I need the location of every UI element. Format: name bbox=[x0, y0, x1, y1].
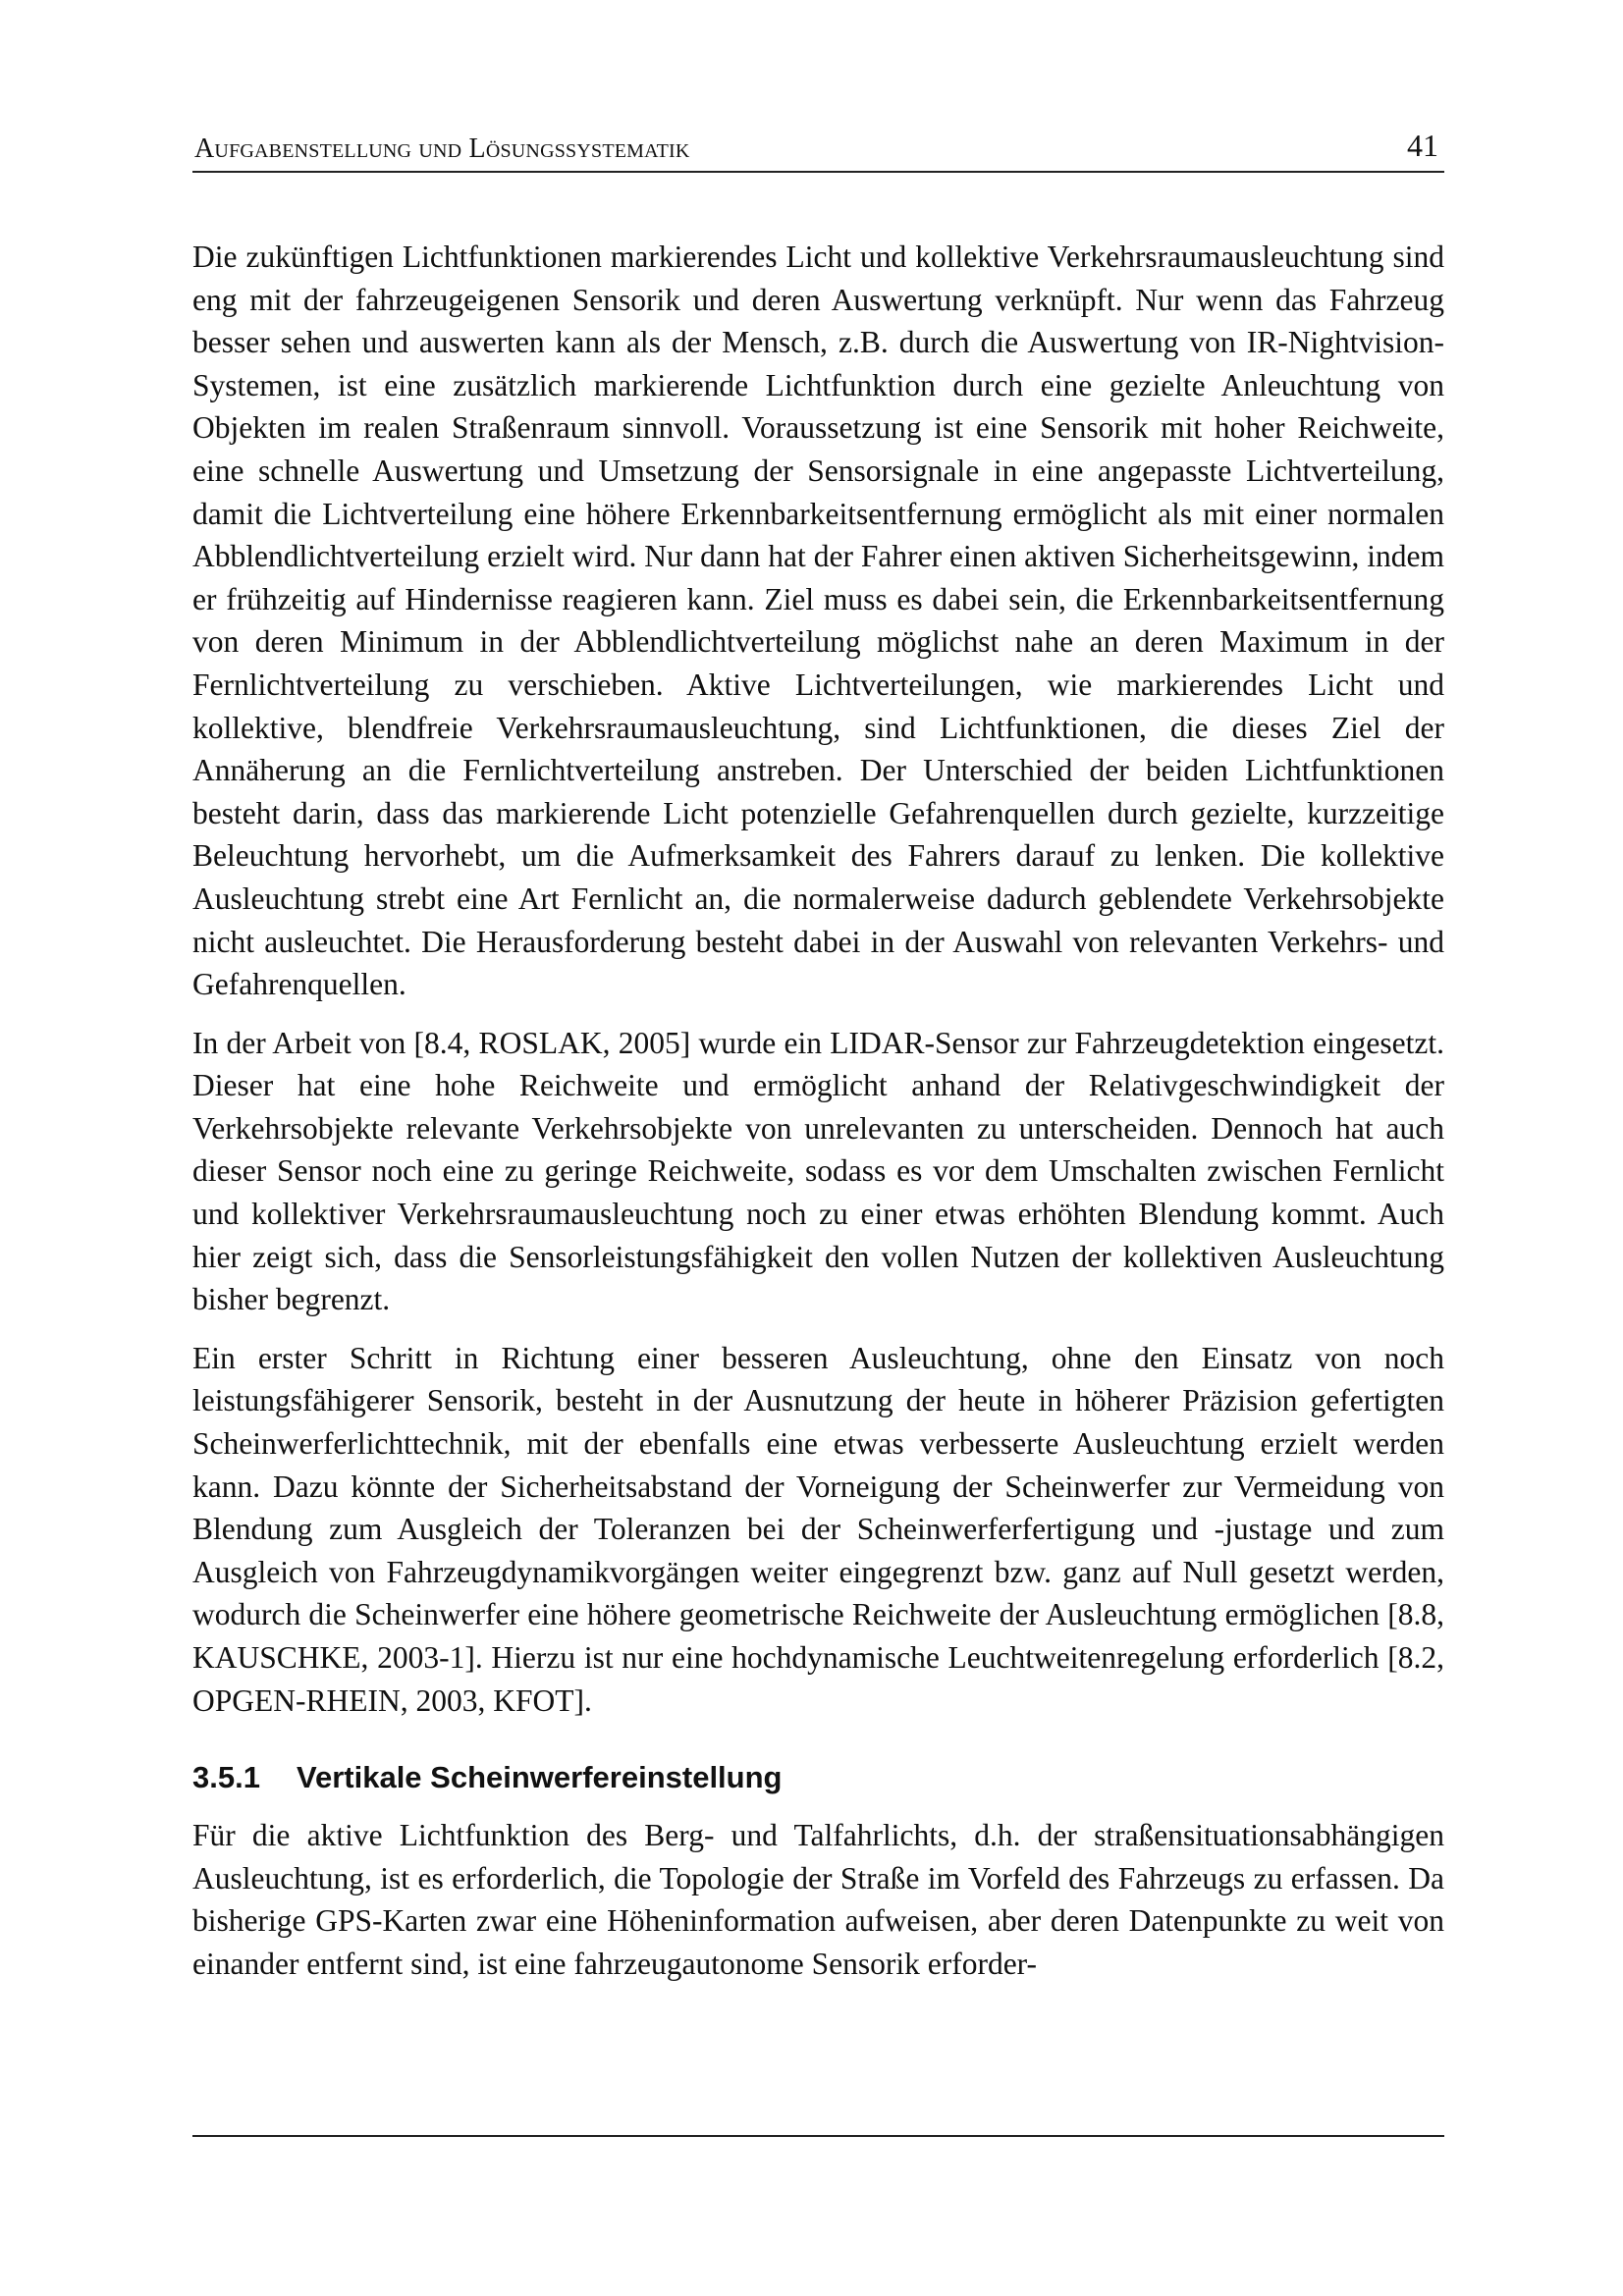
body-text bbox=[192, 236, 1444, 2002]
paragraph-scheinwerferlichttechnik: Ein erster Schritt in Richtung einer besseren Ausleuchtung, ohne den Einsatz von noch leistungsfähigerer Sensorik, besteht in der Ausnutzung der heute in höherer Präzision gefertigten Scheinwerferlichttechnik, mit der ebenfalls eine etwas verbesserte Ausleuchtung erzielt werden kann. Dazu könnte der Sicherheitsabstand der Vorneigung der Scheinwerfer zur Vermeidung von Blendung zum Ausgleich der Toleranzen bei der Scheinwerferfertigung und -justage und zum Ausgleich von Fahrzeugdynamikvorgängen weiter eingegrenzt bzw. ganz auf Null gesetzt werden, wodurch die Scheinwerfer eine höhere geometrische Reichweite der Ausleuchtung ermöglichen [8.8, KAUSCHKE, 2003-1]. Hierzu ist nur eine hochdynamische Leuchtweitenregelung erforderlich [8.2, OPGEN-RHEIN, 2003, KFOT]. bbox=[192, 1340, 1444, 1718]
section-heading bbox=[192, 1757, 1444, 1798]
page-number: 41 bbox=[1407, 128, 1438, 163]
footer-rule bbox=[192, 2135, 1444, 2137]
running-header-title: Aufgabenstellung und Lösungssystematik bbox=[194, 133, 690, 164]
section-title: Vertikale Scheinwerfereinstellung bbox=[297, 1760, 783, 1795]
paragraph-berg-und-talfahrlicht: Für die aktive Lichtfunktion des Berg- und Talfahrlichts, d.h. der straßensituationsabhängigen Ausleuchtung, ist es erforderlich, die Topologie der Straße im Vorfeld des Fahrzeugs zu erfassen. Da bisherige GPS-Karten zwar eine Höheninformation aufweisen, aber deren Datenpunkte zu weit von einander entfernt sind, ist eine fahrzeugautonome Sensorik erforder- bbox=[192, 1818, 1444, 1981]
running-header bbox=[192, 126, 1444, 173]
paragraph-lichtfunktionen: Die zukünftigen Lichtfunktionen markierendes Licht und kollektive Verkehrsraumausleuchtung sind eng mit der fahrzeugeigenen Sensorik und deren Auswertung verknüpft. Nur wenn das Fahrzeug besser sehen und auswerten kann als der Mensch, z.B. durch die Auswertung von IR-Nightvision-Systemen, ist eine zusätzlich markierende Lichtfunktion durch eine gezielte Anleuchtung von Objekten im realen Straßenraum sinnvoll. Voraussetzung ist eine Sensorik mit hoher Reichweite, eine schnelle Auswertung und Umsetzung der Sensorsignale in eine angepasste Lichtverteilung, damit die Lichtverteilung eine höhere Erkennbarkeitsentfernung ermöglicht als mit einer normalen Abblendlichtverteilung erzielt wird. Nur dann hat der Fahrer einen aktiven Sicherheitsgewinn, indem er frühzeitig auf Hindernisse reagieren kann. Ziel muss es dabei sein, die Erkennbarkeitsentfernung von deren Minimum in der Abblendlichtverteilung möglichst nahe an deren Maximum in der Fernlichtverteilung zu verschieben. Aktive Lichtverteilungen, wie markierendes Licht und kollektive, blendfreie Verkehrsraumausleuchtung, sind Lichtfunktionen, die dieses Ziel der Annäherung an die Fernlichtverteilung anstreben. Der Unterschied der beiden Lichtfunktionen besteht darin, dass das markierende Licht potenzielle Gefahrenquellen durch gezielte, kurzzeitige Beleuchtung hervorhebt, um die Aufmerksamkeit des Fahrers darauf zu lenken. Die kollektive Ausleuchtung strebt eine Art Fernlicht an, die normalerweise dadurch geblendete Verkehrsobjekte nicht ausleuchtet. Die Herausforderung besteht dabei in der Auswahl von relevanten Verkehrs- und Gefahrenquellen. bbox=[192, 240, 1444, 1002]
section-number: 3.5.1 bbox=[192, 1760, 260, 1795]
document-page bbox=[192, 0, 1444, 2296]
paragraph-lidar-sensor: In der Arbeit von [8.4, ROSLAK, 2005] wurde ein LIDAR-Sensor zur Fahrzeugdetektion eingesetzt. Dieser hat eine hohe Reichweite und ermöglicht anhand der Relativgeschwindigkeit der Verkehrsobjekte relevante Verkehrsobjekte von unrelevanten zu unterscheiden. Dennoch hat auch dieser Sensor noch eine zu geringe Reichweite, sodass es vor dem Umschalten zwischen Fernlicht und kollektiver Verkehrsraumausleuchtung noch zu einer etwas erhöhten Blendung kommt. Auch hier zeigt sich, dass die Sensorleistungsfähigkeit den vollen Nutzen der kollektiven Ausleuchtung bisher begrenzt. bbox=[192, 1025, 1444, 1317]
